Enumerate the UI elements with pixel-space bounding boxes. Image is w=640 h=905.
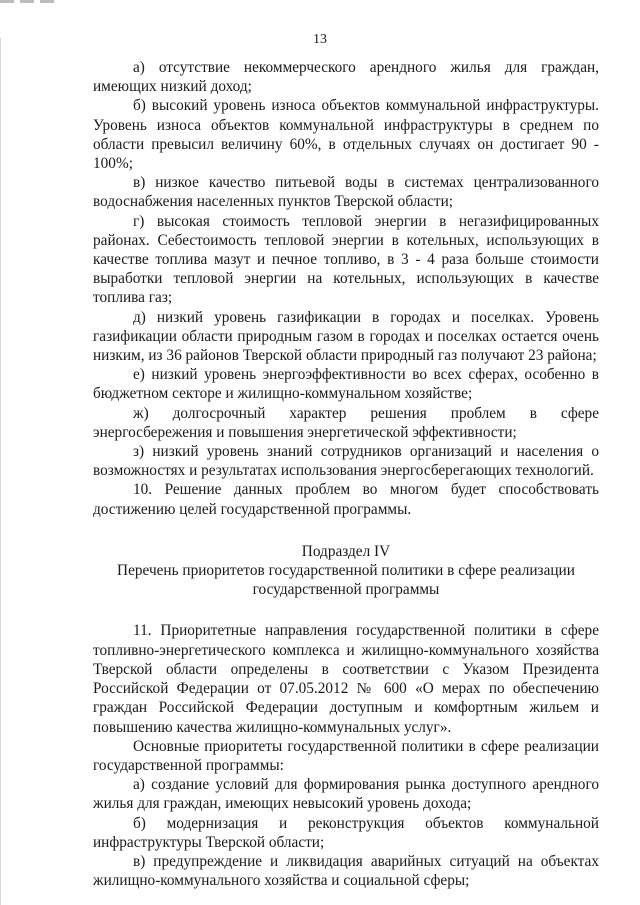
priority-item-a: а) создание условий для формирования рынка доступного арендного жилья для граждан, имеющих невысокий уровень дохода; xyxy=(93,776,599,813)
priorities-intro: Основные приоритеты государственной политики в сфере реализации государственной программы: xyxy=(93,737,599,774)
paragraph-10: 10. Решение данных проблем во многом будет способствовать достижению целей государственной программы. xyxy=(93,481,599,518)
problem-item-zh: ж) долгосрочный характер решения проблем в сфере энергосбережения и повышения энергетической эффективности; xyxy=(93,404,599,441)
problem-item-z: з) низкий уровень знаний сотрудников организаций и населения о возможностях и результатах использования энергосберегающих технологий. xyxy=(93,443,599,480)
priority-item-v: в) предупреждение и ликвидация аварийных ситуаций на объектах жилищно-коммунального хозяйства и социальной сферы; xyxy=(93,852,599,890)
document-body xyxy=(93,58,599,890)
subsection-label: Подраздел IV xyxy=(301,542,391,560)
problem-item-e: е) низкий уровень энергоэффективности во всех сферах, особенно в бюджетном секторе и жилищно-коммунальном хозяйстве; xyxy=(93,366,599,403)
problem-item-v: в) низкое качество питьевой воды в системах централизованного водоснабжения населенных пунктов Тверской области; xyxy=(93,174,599,211)
scan-edge-line xyxy=(0,38,1,905)
subsection-title: Перечень приоритетов государственной политики в сфере реализации государственной программы xyxy=(117,562,575,599)
scan-mark xyxy=(40,0,54,3)
paragraph-11: 11. Приоритетные направления государственной политики в сфере топливно-энергетического комплекса и жилищно-коммунального хозяйства Тверской области определены в соответствии с Указом Президента Российской Федерации от 07.05.2012 № 600 «О мерах по обеспечению граждан Российской Федерации доступным и комфортным жильем и повышению качества жилищно-коммунальных услуг». xyxy=(93,622,599,736)
page-number: 13 xyxy=(313,32,327,47)
priority-item-b: б) модернизация и реконструкция объектов коммунальной инфраструктуры Тверской области; xyxy=(93,814,599,851)
scan-mark xyxy=(0,0,14,3)
problem-item-g: г) высокая стоимость тепловой энергии в негазифицированных районах. Себестоимость тепловой энергии в котельных, использующих в качестве топлива мазут и печное топливо, в 3 - 4 раза больше стоимости выработки тепловой энергии на котельных, использующих в качестве топлива газ; xyxy=(93,212,599,307)
problem-item-a: а) отсутствие некоммерческого арендного жилья для граждан, имеющих низкий доход; xyxy=(93,59,599,96)
scan-mark xyxy=(20,0,34,3)
problem-item-d: д) низкий уровень газификации в городах и поселках. Уровень газификации области природным газом в городах и поселках остается очень низким, из 36 районов Тверской области природный газ получают 23 района; xyxy=(93,308,599,365)
problem-item-b: б) высокий уровень износа объектов коммунальной инфраструктуры. Уровень износа объектов коммунальной инфраструктуры в среднем по области превысил величину 60%, в отдельных случаях он достигает 90 - 100%; xyxy=(93,97,599,173)
